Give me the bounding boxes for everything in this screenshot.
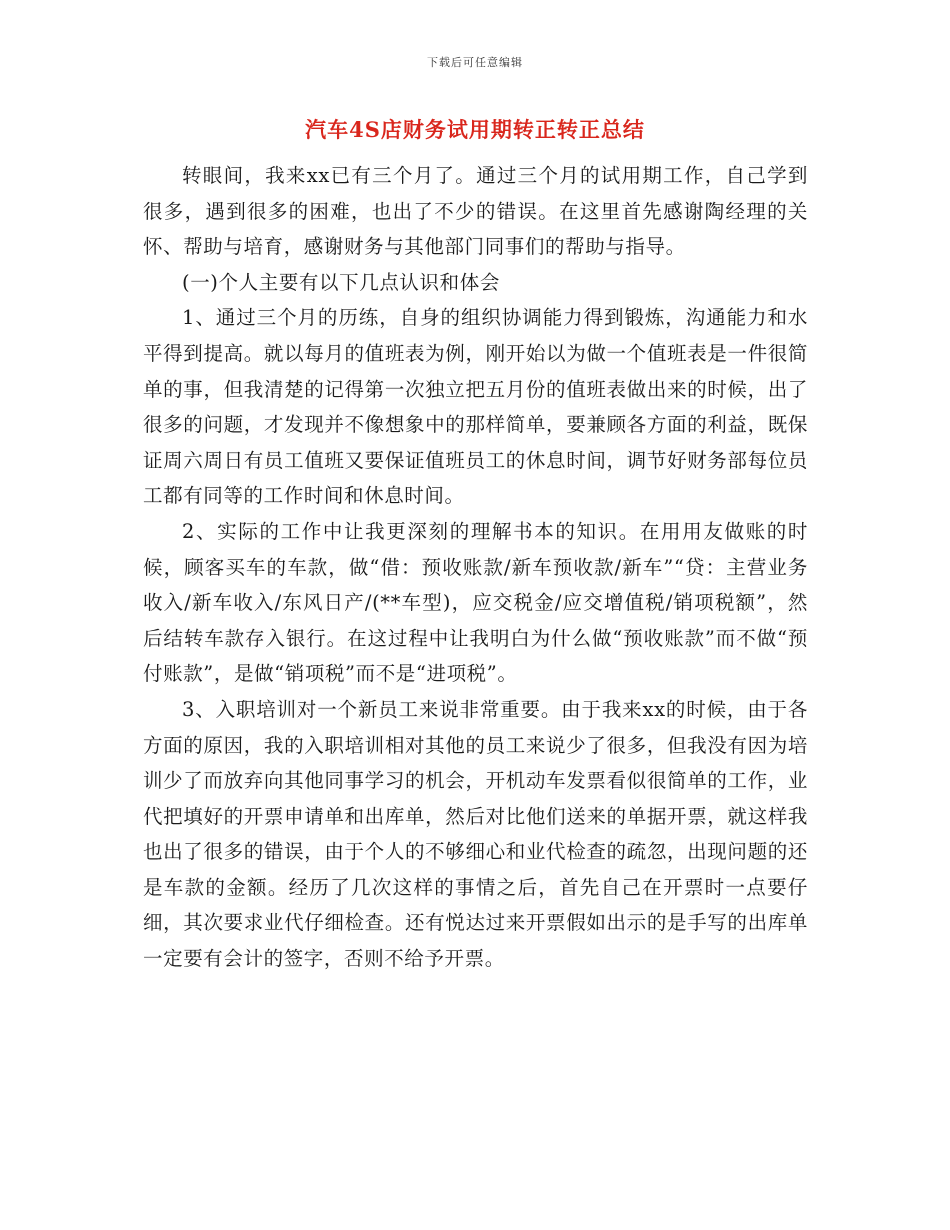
paragraph-point-1: 1、通过三个月的历练，自身的组织协调能力得到锻炼，沟通能力和水平得到提高。就以每月的值班表为例，刚开始以为做一个值班表是一件很简单的事，但我清楚的记得第一次独立把五月份的值班表做出来的时候，出了很多的问题，才发现并不像想象中的那样简单，要兼顾各方面的利益，既保证周六周日有员工值班又要保证值班员工的休息时间，调节好财务部每位员工都有同等的工作时间和休息时间。	[143, 306, 808, 508]
document-body	[143, 158, 808, 977]
header-note: 下载后可任意编辑	[427, 56, 523, 69]
section-heading: (一)个人主要有以下几点认识和体会	[182, 270, 500, 294]
paragraph-intro: 转眼间，我来xx已有三个月了。通过三个月的试用期工作，自己学到很多，遇到很多的困难，也出了不少的错误。在这里首先感谢陶经理的关怀、帮助与培育，感谢财务与其他部门同事们的帮助与指导。	[143, 164, 808, 259]
paragraph-point-3: 3、入职培训对一个新员工来说非常重要。由于我来xx的时候，由于各方面的原因，我的入职培训相对其他的员工来说少了很多，但我没有因为培训少了而放弃向其他同事学习的机会，开机动车发票看似很简单的工作，业代把填好的开票申请单和出库单，然后对比他们送来的单据开票，就这样我也出了很多的错误，由于个人的不够细心和业代检查的疏忽，出现问题的还是车款的金额。经历了几次这样的事情之后，首先自己在开票时一点要仔细，其次要求业代仔细检查。还有悦达过来开票假如出示的是手写的出库单一定要有会计的签字，否则不给予开票。	[143, 697, 808, 971]
document-title: 汽车4S店财务试用期转正转正总结	[305, 117, 645, 142]
paragraph-point-2: 2、实际的工作中让我更深刻的理解书本的知识。在用用友做账的时候，顾客买车的车款，做“借：预收账款/新车预收款/新车”“贷：主营业务收入/新车收入/东风日产/(**车型)，应交税金/应交增值税/销项税额”，然后结转车款存入银行。在这过程中让我明白为什么做“预收账款”而不做“预付账款”，是做“销项税”而不是“进项税”。	[143, 519, 808, 686]
